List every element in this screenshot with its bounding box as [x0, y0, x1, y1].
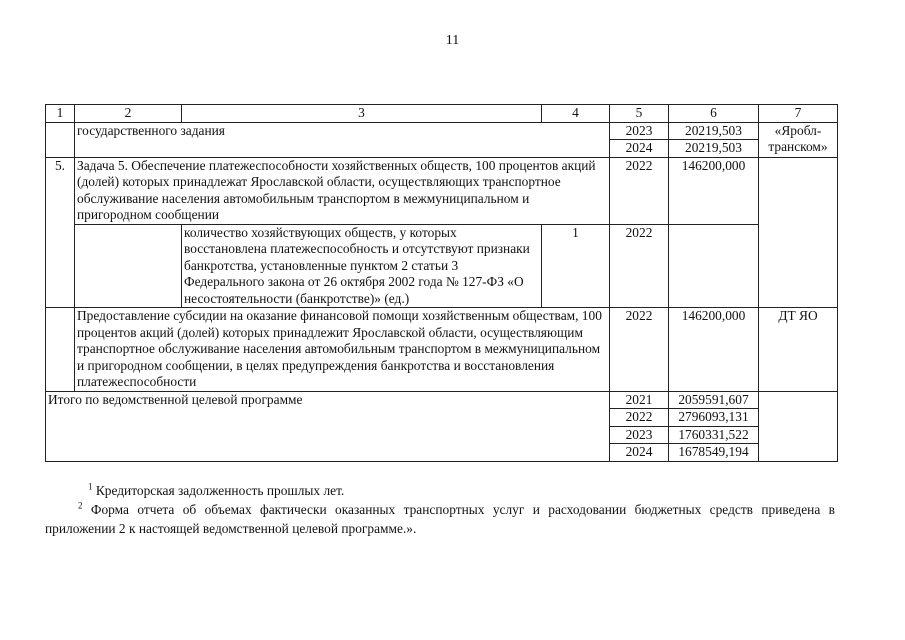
empty-cell — [759, 157, 838, 308]
year-cell: 2022 — [610, 224, 669, 308]
total-label: Итого по ведомственной целевой программе — [46, 391, 610, 461]
amount-cell: 1760331,522 — [669, 426, 759, 444]
empty-cell — [46, 308, 75, 392]
empty-cell — [75, 224, 182, 308]
footnote-text: Кредиторская задолженность прошлых лет. — [92, 483, 345, 498]
column-number: 7 — [759, 105, 838, 123]
year-cell: 2022 — [610, 308, 669, 392]
empty-cell — [759, 391, 838, 461]
footnote-1 — [55, 481, 835, 500]
table-row — [46, 157, 838, 224]
amount-cell: 146200,000 — [669, 157, 759, 224]
table-row — [46, 122, 838, 140]
year-cell: 2023 — [610, 426, 669, 444]
year-cell: 2022 — [610, 157, 669, 224]
amount-cell: 2796093,131 — [669, 409, 759, 427]
table-row — [46, 308, 838, 392]
column-number: 4 — [542, 105, 610, 123]
table-row — [46, 224, 838, 308]
amount-cell: 20219,503 — [669, 140, 759, 158]
executor-cell: ДТ ЯО — [759, 308, 838, 392]
task-text: Задача 5. Обеспечение платежеспособности хозяйственных обществ, 100 процентов акций (долей) которых принадлежат Ярославской области, осуществляющих транспортное обслуживание населения автомобильным транспортом в межмуниципальном и пригородном сообщении — [75, 157, 610, 224]
footnote-2 — [45, 500, 835, 538]
column-number: 2 — [75, 105, 182, 123]
row-text: государственного задания — [75, 122, 610, 157]
program-table — [45, 104, 838, 462]
column-number-row — [46, 105, 838, 123]
year-cell: 2024 — [610, 444, 669, 462]
indicator-value: 1 — [542, 224, 610, 308]
executor-cell: «Яробл- транском» — [759, 122, 838, 157]
column-number: 6 — [669, 105, 759, 123]
amount-cell: 1678549,194 — [669, 444, 759, 462]
year-cell: 2022 — [610, 409, 669, 427]
year-cell: 2024 — [610, 140, 669, 158]
amount-cell: 2059591,607 — [669, 391, 759, 409]
footnotes — [45, 481, 835, 538]
page-number: 11 — [445, 33, 460, 48]
column-number: 1 — [46, 105, 75, 123]
year-cell: 2023 — [610, 122, 669, 140]
row-number: 5. — [46, 157, 75, 308]
footnote-text: Форма отчета об объемах фактически оказанных транспортных услуг и расходовании бюджетных средств приведена в приложении 2 к настоящей ведомственной целевой программе.». — [45, 502, 835, 536]
column-number: 3 — [182, 105, 542, 123]
year-cell: 2021 — [610, 391, 669, 409]
activity-text: Предоставление субсидии на оказание финансовой помощи хозяйственным обществам, 100 процентов акций (долей) которых принадлежит Ярославской области, осуществляющим транспортное обслуживание населения автомобильным транспортом в межмуниципальном и пригородном сообщении, в целях предупреждения банкротства и восстановления платежеспособности — [75, 308, 610, 392]
column-number: 5 — [610, 105, 669, 123]
footnote-mark: 1 — [88, 481, 93, 492]
total-row — [46, 391, 838, 409]
empty-cell — [46, 122, 75, 157]
empty-cell — [669, 224, 759, 308]
indicator-text: количество хозяйствующих обществ, у которых восстановлена платежеспособность и отсутствуют признаки банкротства, установленные пунктом 2 статьи 3 Федерального закона от 26 октября 2002 года № 127-ФЗ «О несостоятельности (банкротстве)» (ед.) — [182, 224, 542, 308]
amount-cell: 20219,503 — [669, 122, 759, 140]
amount-cell: 146200,000 — [669, 308, 759, 392]
footnote-mark: 2 — [78, 500, 83, 511]
